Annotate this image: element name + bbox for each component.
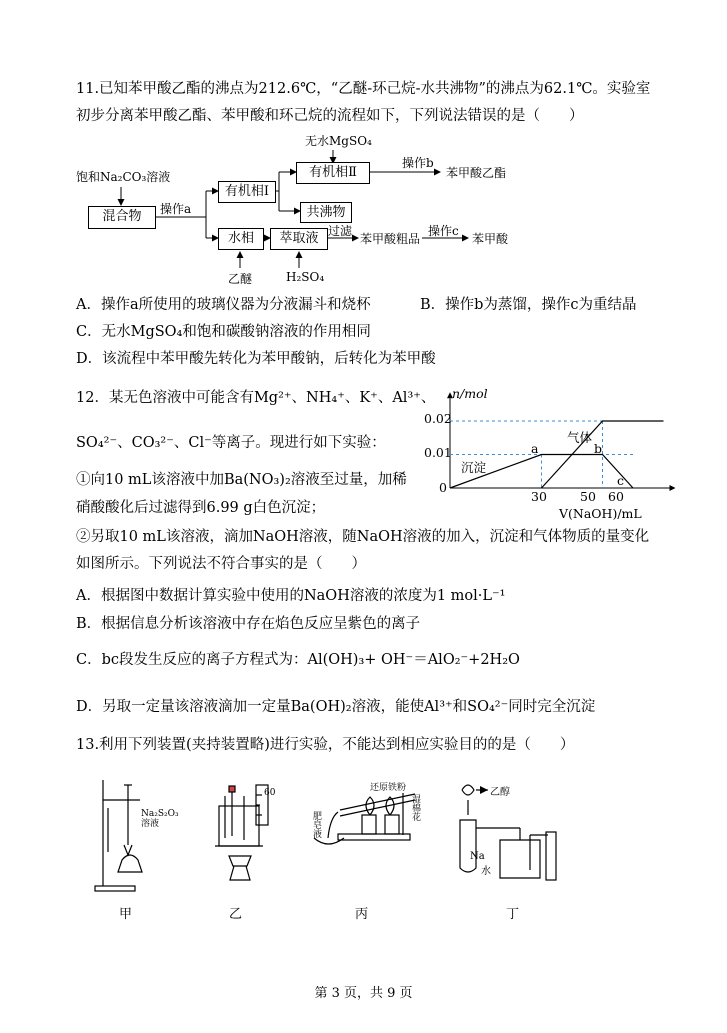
op-c-label: 操作c: [428, 224, 459, 238]
chart-x-tick-60: 60: [608, 489, 624, 504]
q11-stem-line2: 初步分离苯甲酸乙酯、苯甲酸和环己烷的流程如下，下列说法错误的是（ ）: [76, 108, 584, 124]
wet-cotton-label: 湿 棉 花: [412, 795, 422, 823]
soap-solution-label: 肥 皂 液: [313, 812, 323, 840]
caption-bing: 丙: [355, 907, 369, 922]
organic-phase-1-box: 有机相Ⅰ: [218, 181, 276, 203]
q11-option-c: C．无水MgSO₄和饱和碳酸钠溶液的作用相同: [76, 324, 371, 340]
scale-60-label: 60: [264, 788, 276, 798]
filter-label: 过滤: [328, 224, 353, 238]
q12-exp1-line2: 硝酸酸化后过滤得到6.99 g白色沉淀；: [76, 500, 326, 516]
q12-exp2-line1: ②另取10 mL该溶液，滴加NaOH溶液，随NaOH溶液的加入，沉淀和气体物质的量变化: [76, 529, 650, 545]
chart-x-tick-50: 50: [580, 489, 596, 504]
chart-y-tick-0: 0: [439, 480, 447, 495]
op-b-label: 操作b: [402, 156, 434, 170]
caption-yi: 乙: [229, 907, 243, 922]
q11-option-d: D．该流程中苯甲酸先转化为苯甲酸钠，后转化为苯甲酸: [76, 351, 436, 367]
chart-point-c: c: [617, 473, 625, 488]
sodium-label: Na: [470, 851, 485, 862]
chart-y-axis-label: n/mol: [452, 386, 488, 401]
caption-ding: 丁: [506, 907, 520, 922]
product-acid-label: 苯甲酸: [472, 232, 509, 246]
page-footer: 第 3 页，共 9 页: [314, 986, 413, 1001]
iron-powder-label: 还原铁粉: [370, 783, 407, 793]
water-label: 水: [481, 866, 491, 877]
chart-series-label-gas: 气体: [567, 430, 593, 445]
q12-option-c: C．bc段发生反应的离子方程式为：Al(OH)₃+ OH⁻＝AlO₂⁻+2H₂O: [76, 652, 520, 668]
q12-option-d: D．另取一定量该溶液滴加一定量Ba(OH)₂溶液，能使Al³⁺和SO₄²⁻同时完全沉淀: [76, 699, 596, 715]
chart-x-axis-label: V(NaOH)/mL: [559, 506, 642, 521]
ether-label: 乙醚: [228, 272, 253, 286]
caption-jia: 甲: [119, 907, 133, 922]
mixture-box: 混合物: [88, 206, 156, 229]
na2co3-label: 饱和Na₂CO₃溶液: [76, 170, 171, 184]
q12-option-a: A．根据图中数据计算实验中使用的NaOH溶液的浓度为1 mol·L⁻¹: [76, 588, 506, 604]
op-a-label: 操作a: [160, 202, 192, 216]
azeotrope-box: 共沸物: [300, 202, 352, 223]
na2s2o3-label: Na₂S₂O₃ 溶液: [141, 809, 179, 829]
q12-stem-line2: SO₄²⁻、CO₃²⁻、Cl⁻等离子。现进行如下实验：: [76, 435, 386, 451]
q13-stem: 13.利用下列装置(夹持装置略)进行实验，不能达到相应实验目的的是（ ）: [76, 737, 575, 753]
chart-x-tick-30: 30: [531, 489, 547, 504]
q12-exp1-line1: ①向10 mL该溶液中加Ba(NO₃)₂溶液至过量，加稀: [76, 472, 407, 488]
chart-series-label-precipitate: 沉淀: [461, 460, 487, 475]
aqueous-phase-box: 水相: [218, 228, 264, 250]
extract-box: 萃取液: [270, 228, 328, 250]
chart-y-tick-001: 0.01: [424, 445, 452, 460]
organic-phase-2-box: 有机相Ⅱ: [296, 162, 370, 184]
chart-y-tick-002: 0.02: [424, 411, 452, 426]
q12-stem-line1: 12．某无色溶液中可能含有Mg²⁺、NH₄⁺、K⁺、Al³⁺、: [76, 390, 436, 406]
q11-stem-line1: 11.已知苯甲酸乙酯的沸点为212.6℃，“乙醚-环己烷-水共沸物”的沸点为62.1℃。实验室: [76, 81, 651, 97]
q11-option-a: A．操作a所使用的玻璃仪器为分液漏斗和烧杯: [76, 297, 371, 313]
q11-option-b: B．操作b为蒸馏，操作c为重结晶: [420, 297, 637, 313]
crude-acid-label: 苯甲酸粗品: [360, 232, 421, 246]
product-ester-label: 苯甲酸乙酯: [446, 166, 507, 180]
ethanol-label: 乙醇: [490, 787, 510, 798]
chart-point-a: a: [531, 441, 539, 456]
mgso4-label: 无水MgSO₄: [305, 134, 372, 148]
h2so4-label: H₂SO₄: [286, 270, 325, 284]
chart-point-b: b: [594, 441, 603, 456]
q12-option-b: B．根据信息分析该溶液中存在焰色反应呈紫色的离子: [76, 616, 421, 632]
q12-exp2-line2: 如图所示。下列说法不符合事实的是（ ）: [76, 556, 366, 572]
